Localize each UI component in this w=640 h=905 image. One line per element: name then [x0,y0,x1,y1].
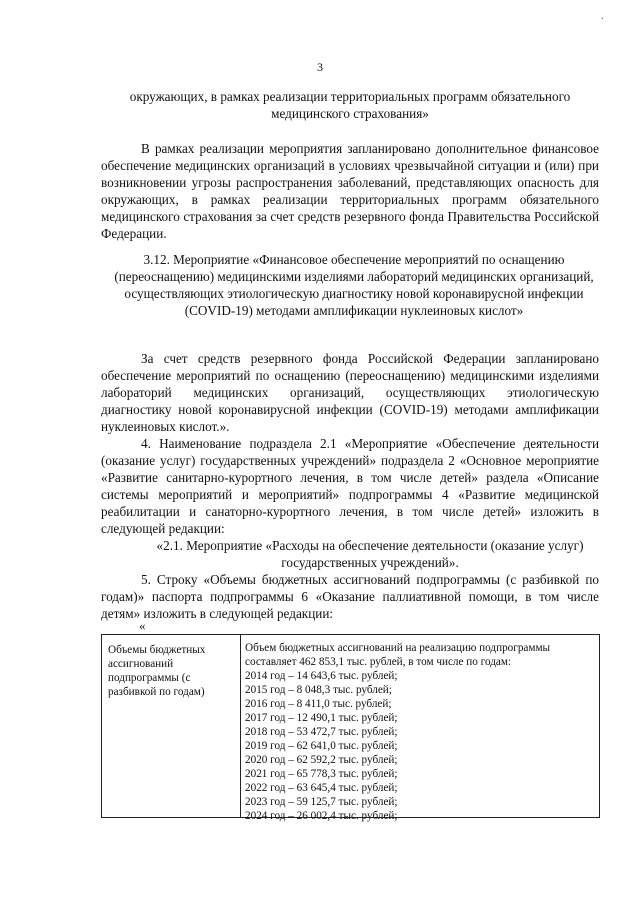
heading-3-12: 3.12. Мероприятие «Финансовое обеспечение мероприятий по оснащению (переоснащению) медицинскими изделиями лабораторий медицинских организаций, осуществляющих этиологическую диагностику новой коронавирусной инфекции (COVID-19) методами амплификации нуклеиновых кислот» [114,252,594,318]
budget-year-row: 2016 год – 8 411,0 тыс. рублей; [245,698,392,710]
budget-year-row: 2020 год – 62 592,2 тыс. рублей; [245,754,398,766]
budget-table [101,634,600,822]
table-right-cell [245,641,595,823]
paragraph-4: 4. Наименование подраздела 2.1 «Мероприятие «Обеспечение деятельности (оказание услуг) государственных учреждений» подраздела 2 «Основное мероприятие «Развитие санитарно-курортного лечения, в том числе детей» раздела «Описание системы мероприятий и мероприятий» подпрограммы 4 «Развитие медицинской реабилитации и санаторно-курортного лечения, в том числе детей» изложить в следующей редакции: [101,436,599,536]
budget-year-row: 2018 год – 53 472,7 тыс. рублей; [245,726,398,738]
paragraph-1: В рамках реализации мероприятия запланировано дополнительное финансовое обеспечение медицинских организаций в условиях чрезвычайной ситуации и (или) при возникновении угрозы распространения заболеваний, представляющих опасность для окружающих, в рамках реализации территориальных программ обязательного медицинского страхования за счет средств резервного фонда Правительства Российской Федерации. [101,141,599,241]
budget-year-row: 2019 год – 62 641,0 тыс. рублей; [245,740,398,752]
paragraph-2: За счет средств резервного фонда Российской Федерации запланировано обеспечение мероприятий по оснащению (переоснащению) медицинскими изделиями лабораторий медицинских организаций, осуществляющих этиологическую диагностику новой коронавирусной инфекции (COVID-19) методами амплификации нуклеиновых кислот.». [101,351,599,434]
opening-quote-mark: « [139,618,146,633]
corner-mark: · [600,14,604,25]
budget-intro: Объем бюджетных ассигнований на реализацию подпрограммы составляет 462 853,1 тыс. рублей, в том числе по годам: [245,642,551,668]
budget-year-row: 2022 год – 63 645,4 тыс. рублей; [245,782,398,794]
budget-year-row: 2024 год – 26 002,4 тыс. рублей; [245,810,398,822]
budget-year-row: 2021 год – 65 778,3 тыс. рублей; [245,768,398,780]
budget-year-row: 2023 год – 59 125,7 тыс. рублей; [245,796,398,808]
quote-2-1: «2.1. Мероприятие «Расходы на обеспечение деятельности (оказание услуг) государственных учреждений». [156,538,584,570]
paragraph-5: 5. Строку «Объемы бюджетных ассигнований подпрограммы (с разбивкой по годам)» паспорта подпрограммы 6 «Оказание паллиативной помощи, в том числе детям» изложить в следующей редакции: [101,572,599,621]
budget-year-row: 2017 год – 12 490,1 тыс. рублей; [245,712,398,724]
title-tail: окружающих, в рамках реализации территориальных программ обязательного медицинского страхования» [129,89,571,121]
page-number: 3 [317,60,323,74]
budget-year-row: 2014 год – 14 643,6 тыс. рублей; [245,670,398,682]
table-column-divider [240,635,241,817]
table-left-cell: Объемы бюджетных ассигнований подпрограммы (с разбивкой по годам) [108,644,206,698]
budget-year-row: 2015 год – 8 048,3 тыс. рублей; [245,684,392,696]
